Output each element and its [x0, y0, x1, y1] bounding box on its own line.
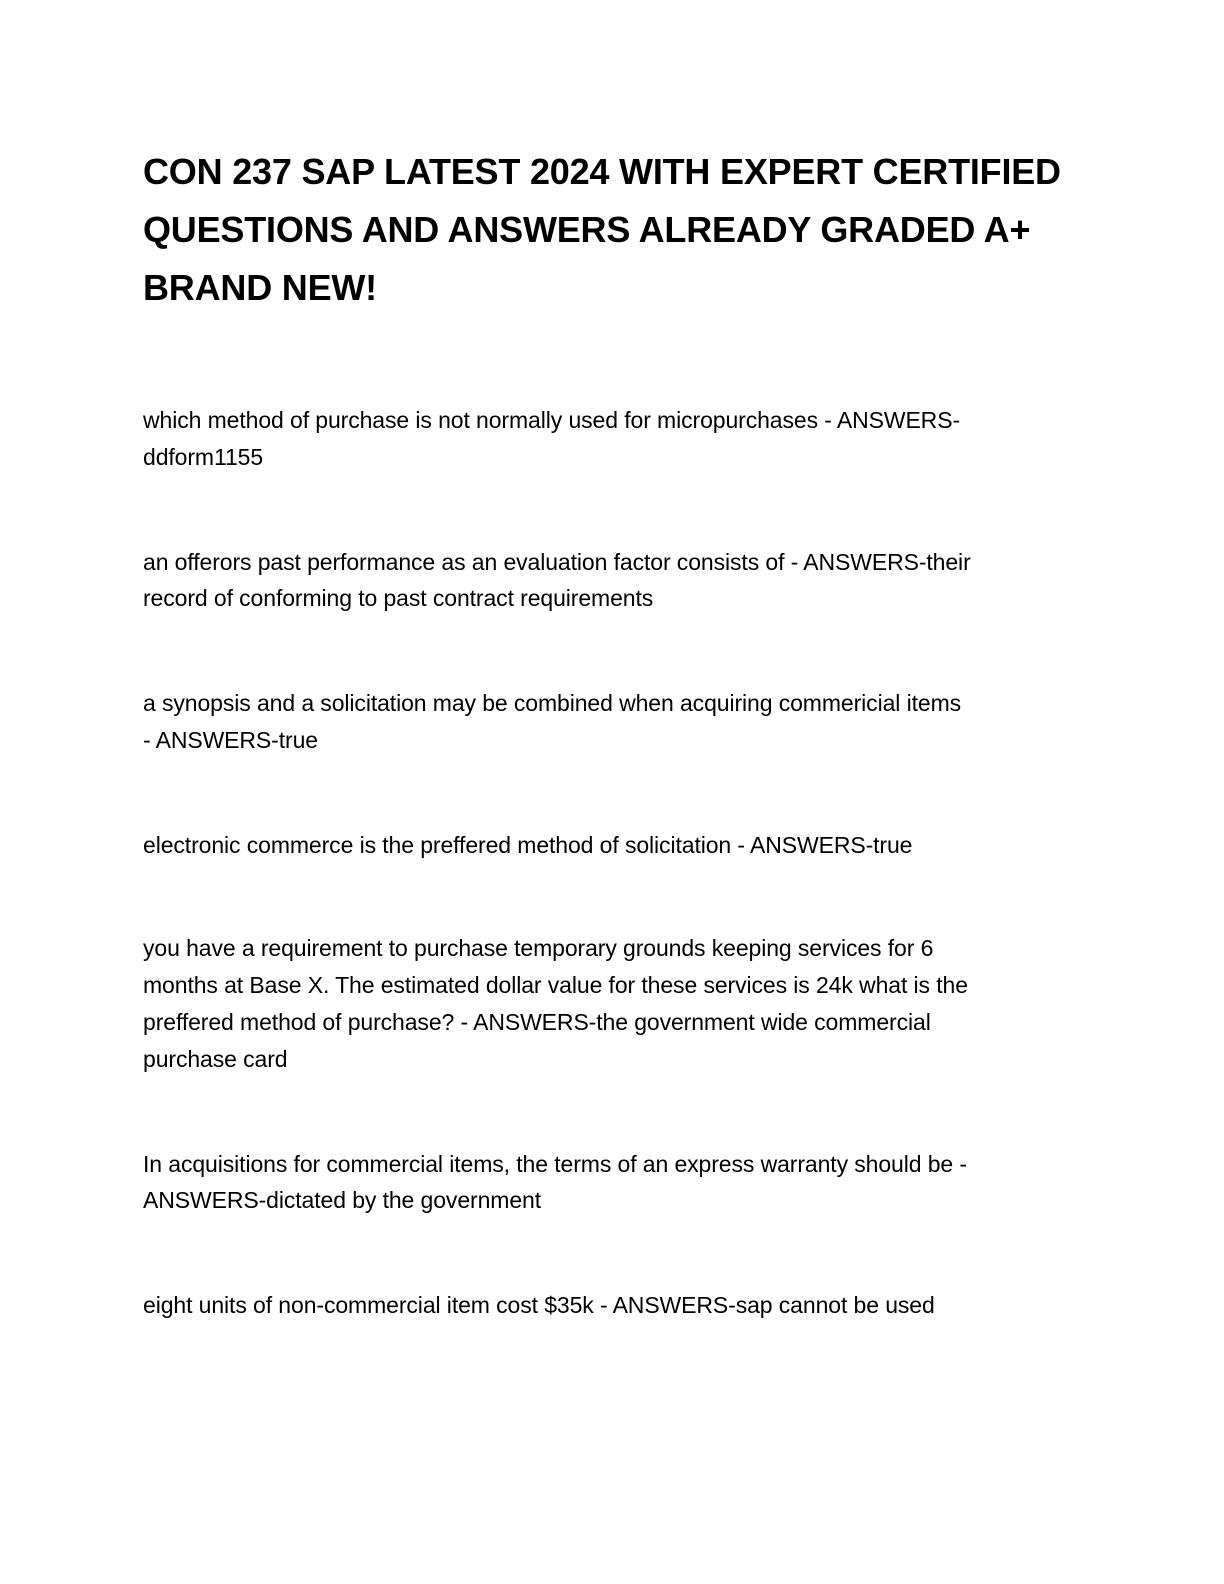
qa-item-6-line-1: In acquisitions for commercial items, the terms of an express warranty should be - — [143, 1151, 967, 1177]
document-title-line-2: QUESTIONS AND ANSWERS ALREADY GRADED A+ — [143, 209, 1031, 250]
qa-item-5-line-2: months at Base X. The estimated dollar value for these services is 24k what is the — [143, 972, 968, 998]
qa-item-1-line-2: ddform1155 — [143, 444, 264, 470]
qa-item-5-line-3: preffered method of purchase? - ANSWERS-the government wide commercial — [143, 1009, 931, 1035]
qa-item-2-line-2: record of conforming to past contract requirements — [143, 585, 654, 611]
qa-item-2-line-1: an offerors past performance as an evaluation factor consists of - ANSWERS-their — [143, 549, 971, 575]
document-title-line-1: CON 237 SAP LATEST 2024 WITH EXPERT CERTIFIED — [143, 151, 1061, 192]
qa-item-3-line-2: - ANSWERS-true — [143, 727, 318, 753]
document-title-line-3: BRAND NEW! — [143, 267, 377, 308]
qa-item-6-line-2: ANSWERS-dictated by the government — [143, 1187, 541, 1213]
qa-item-4-line-1: electronic commerce is the preffered method of solicitation - ANSWERS-true — [143, 832, 913, 858]
qa-item-5-line-1: you have a requirement to purchase temporary grounds keeping services for 6 — [143, 935, 934, 961]
qa-item-7-line-1: eight units of non-commercial item cost $35k - ANSWERS-sap cannot be used — [143, 1292, 935, 1318]
qa-item-5-line-4: purchase card — [143, 1046, 288, 1072]
qa-item-3-line-1: a synopsis and a solicitation may be combined when acquiring commericial items — [143, 690, 962, 716]
qa-item-1-line-1: which method of purchase is not normally used for micropurchases - ANSWERS- — [143, 407, 960, 433]
